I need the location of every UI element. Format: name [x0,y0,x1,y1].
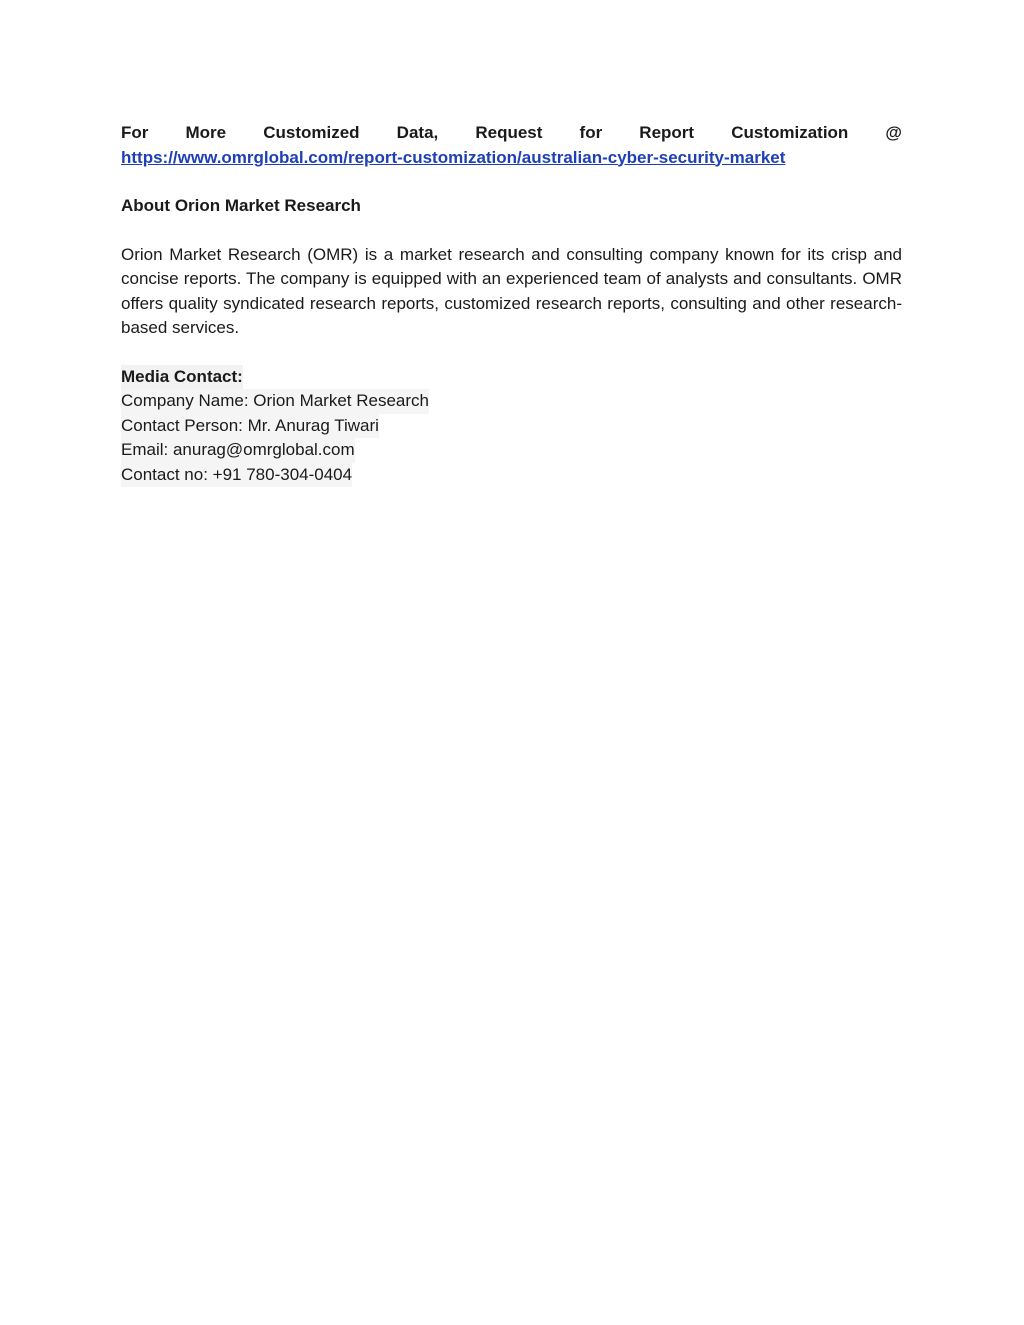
contact-person: Contact Person: Mr. Anurag Tiwari [121,414,379,439]
company-name: Company Name: Orion Market Research [121,389,429,414]
media-contact-heading: Media Contact: [121,365,243,390]
media-contact-section [121,365,902,488]
document-page [121,121,902,487]
report-customization-link[interactable]: https://www.omrglobal.com/report-customization/australian-cyber-security-market [121,147,786,167]
about-paragraph: Orion Market Research (OMR) is a market research and consulting company known for its crisp and concise reports. The company is equipped with an experienced team of analysts and consultants. OMR offers quality syndicated research reports, customized research reports, consulting and other research-based services. [121,244,902,337]
contact-email: Email: anurag@omrglobal.com [121,438,355,463]
contact-phone: Contact no: +91 780-304-0404 [121,463,352,488]
customization-request-text: For More Customized Data, Request for Report Customization @ [121,123,902,142]
about-heading: About Orion Market Research [121,196,361,215]
